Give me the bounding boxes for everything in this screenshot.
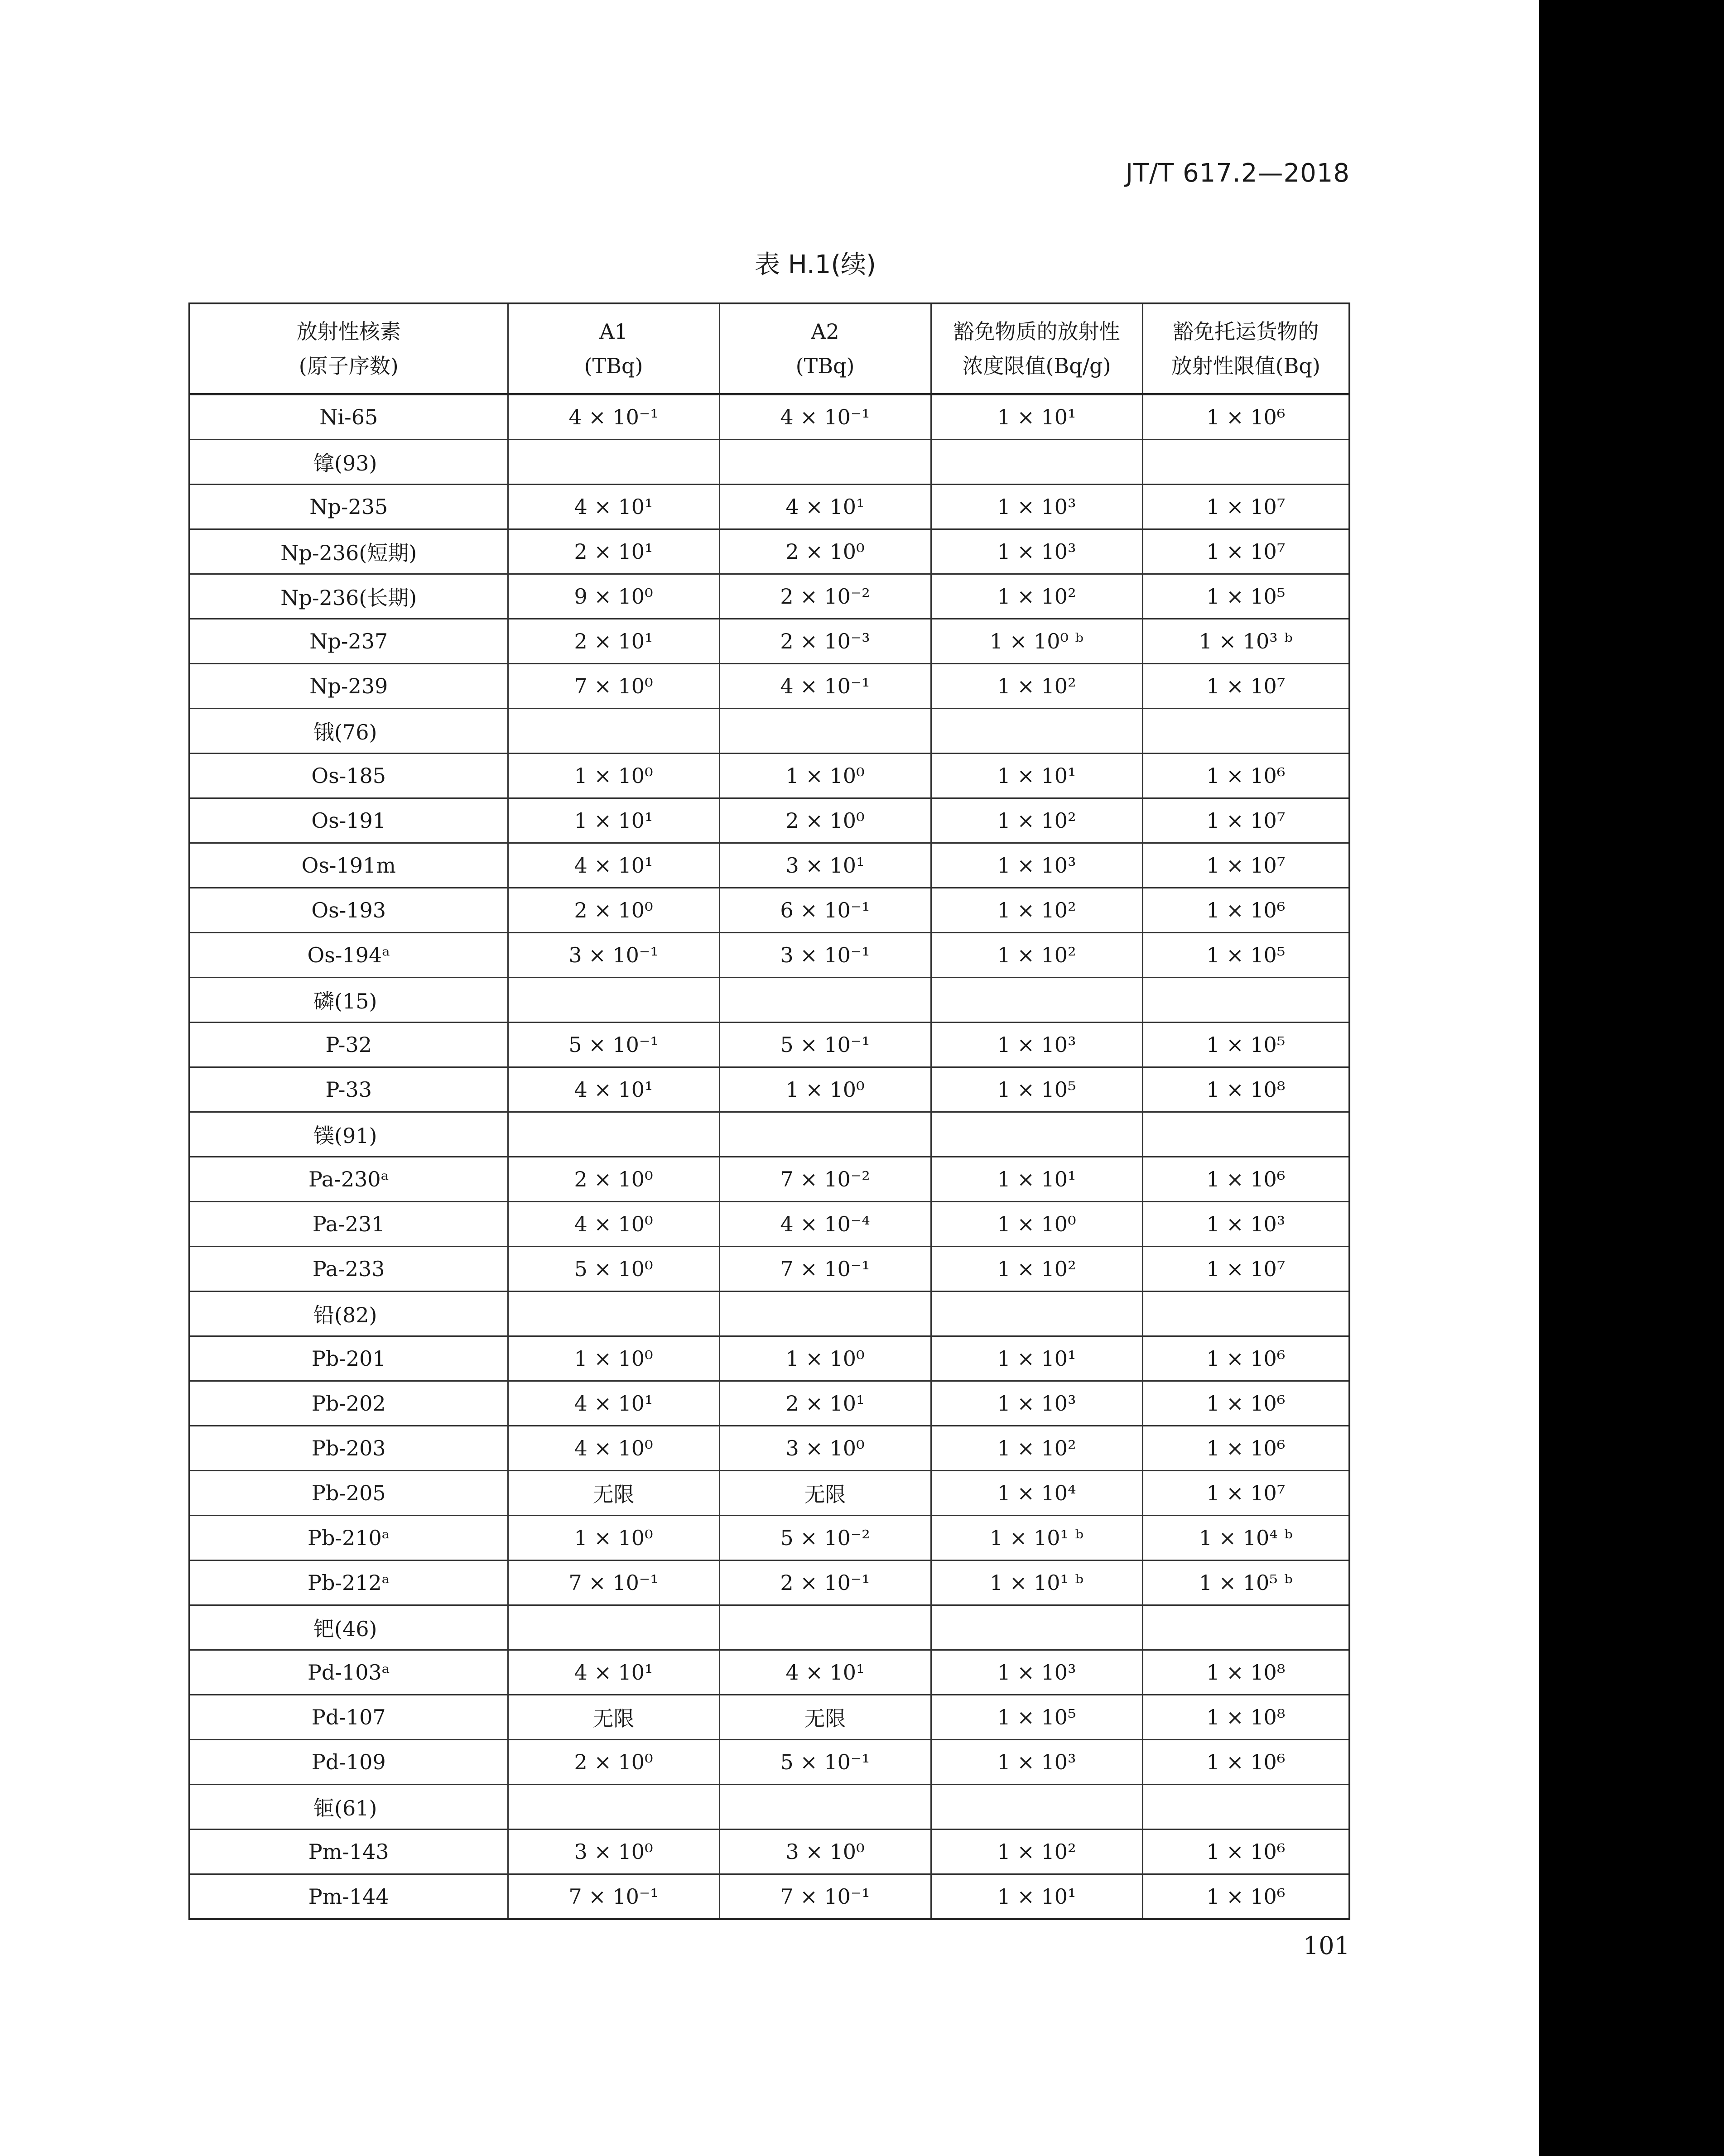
nuclide-cell: P-33 [189,1067,508,1112]
consignment-limit-cell: 1 × 10³ ᵇ [1142,619,1349,664]
nuclide-cell: Pb-203 [189,1426,508,1471]
a1-cell: 5 × 10⁰ [508,1247,719,1292]
consignment-limit-cell: 1 × 10⁶ [1142,888,1349,933]
page-number: 101 [1303,1931,1350,1960]
concentration-limit-cell: 1 × 10⁰ ᵇ [931,619,1142,664]
nuclide-cell: Pa-230ᵃ [189,1157,508,1202]
nuclide-cell: Os-194ᵃ [189,933,508,978]
consignment-limit-cell: 1 × 10⁶ [1142,1336,1349,1381]
a2-cell: 5 × 10⁻¹ [719,1740,931,1785]
a2-cell: 5 × 10⁻¹ [719,1023,931,1067]
consignment-limit-cell: 1 × 10⁵ [1142,933,1349,978]
element-group-cell: 钯(46) [189,1605,508,1650]
consignment-limit-cell: 1 × 10⁶ [1142,394,1349,440]
concentration-limit-cell: 1 × 10¹ [931,1157,1142,1202]
group-row [189,978,1349,1023]
group-row [189,709,1349,754]
a2-cell: 1 × 10⁰ [719,754,931,798]
a2-cell: 无限 [719,1695,931,1740]
nuclide-cell: Np-237 [189,619,508,664]
a1-cell: 2 × 10¹ [508,619,719,664]
a2-cell: 3 × 10⁰ [719,1829,931,1874]
a1-cell: 9 × 10⁰ [508,574,719,619]
a1-cell: 3 × 10⁻¹ [508,933,719,978]
nuclide-cell: Os-191 [189,798,508,843]
consignment-limit-cell: 1 × 10⁸ [1142,1067,1349,1112]
empty-cell [931,1605,1142,1650]
consignment-limit-cell: 1 × 10⁷ [1142,529,1349,574]
concentration-limit-cell: 1 × 10⁰ [931,1202,1142,1247]
group-row [189,1605,1349,1650]
consignment-limit-cell: 1 × 10³ [1142,1202,1349,1247]
a2-cell: 2 × 10⁰ [719,798,931,843]
a1-cell: 2 × 10⁰ [508,1740,719,1785]
column-header-exempt-consignment [1142,303,1349,394]
consignment-limit-cell: 1 × 10⁵ [1142,574,1349,619]
nuclide-cell: Pa-233 [189,1247,508,1292]
a1-cell: 4 × 10¹ [508,1650,719,1695]
table-row [189,1695,1349,1740]
nuclide-cell: Np-236(短期) [189,529,508,574]
concentration-limit-cell: 1 × 10³ [931,485,1142,529]
empty-cell [931,1292,1142,1336]
a2-cell: 4 × 10¹ [719,485,931,529]
a2-cell: 4 × 10¹ [719,1650,931,1695]
nuclide-cell: Os-185 [189,754,508,798]
empty-cell [719,440,931,485]
empty-cell [719,1785,931,1829]
column-header-line: 浓度限值(Bq/g) [962,354,1111,378]
consignment-limit-cell: 1 × 10⁷ [1142,798,1349,843]
table-row [189,843,1349,888]
empty-cell [1142,440,1349,485]
a1-cell: 4 × 10⁻¹ [508,394,719,440]
a1-cell: 4 × 10¹ [508,1067,719,1112]
element-group-cell: 镎(93) [189,440,508,485]
empty-cell [1142,1785,1349,1829]
concentration-limit-cell: 1 × 10³ [931,1381,1142,1426]
a2-cell: 1 × 10⁰ [719,1067,931,1112]
concentration-limit-cell: 1 × 10¹ ᵇ [931,1516,1142,1561]
element-group-cell: 钷(61) [189,1785,508,1829]
column-header-exempt-concentration [931,303,1142,394]
table-row [189,574,1349,619]
group-row [189,1292,1349,1336]
empty-cell [1142,1605,1349,1650]
table-row [189,1874,1349,1920]
empty-cell [931,978,1142,1023]
concentration-limit-cell: 1 × 10³ [931,843,1142,888]
group-row [189,440,1349,485]
table-row [189,1561,1349,1605]
a1-cell: 1 × 10⁰ [508,754,719,798]
concentration-limit-cell: 1 × 10² [931,574,1142,619]
nuclide-cell: Os-193 [189,888,508,933]
table-row [189,1247,1349,1292]
nuclide-cell: P-32 [189,1023,508,1067]
nuclide-cell: Pm-143 [189,1829,508,1874]
a2-cell: 1 × 10⁰ [719,1336,931,1381]
concentration-limit-cell: 1 × 10³ [931,1650,1142,1695]
consignment-limit-cell: 1 × 10⁷ [1142,1471,1349,1516]
table-row [189,1650,1349,1695]
table-row [189,1740,1349,1785]
table-row [189,798,1349,843]
concentration-limit-cell: 1 × 10⁵ [931,1067,1142,1112]
header-row [189,303,1349,394]
column-header-line: 豁免托运货物的 [1173,319,1319,344]
table-row [189,485,1349,529]
table-row [189,1336,1349,1381]
concentration-limit-cell: 1 × 10³ [931,529,1142,574]
a1-cell: 4 × 10⁰ [508,1426,719,1471]
nuclide-cell: Pb-202 [189,1381,508,1426]
a2-cell: 4 × 10⁻¹ [719,394,931,440]
table-row [189,888,1349,933]
concentration-limit-cell: 1 × 10² [931,933,1142,978]
empty-cell [931,440,1142,485]
consignment-limit-cell: 1 × 10⁷ [1142,843,1349,888]
a2-cell: 无限 [719,1471,931,1516]
nuclide-cell: Pb-201 [189,1336,508,1381]
nuclide-cell: Pd-107 [189,1695,508,1740]
a2-cell: 5 × 10⁻² [719,1516,931,1561]
a1-cell: 7 × 10⁻¹ [508,1874,719,1920]
a2-cell: 2 × 10⁰ [719,529,931,574]
a1-cell: 1 × 10⁰ [508,1336,719,1381]
consignment-limit-cell: 1 × 10⁵ ᵇ [1142,1561,1349,1605]
a1-cell: 2 × 10⁰ [508,888,719,933]
nuclide-cell: Ni-65 [189,394,508,440]
a1-cell: 7 × 10⁰ [508,664,719,709]
a1-cell: 1 × 10¹ [508,798,719,843]
a1-cell: 4 × 10¹ [508,843,719,888]
table-row [189,1426,1349,1471]
nuclide-cell: Os-191m [189,843,508,888]
empty-cell [508,1785,719,1829]
table-row [189,1067,1349,1112]
concentration-limit-cell: 1 × 10¹ [931,394,1142,440]
table-row [189,529,1349,574]
document-code: JT/T 617.2—2018 [1125,158,1350,188]
empty-cell [508,1112,719,1157]
a1-cell: 7 × 10⁻¹ [508,1561,719,1605]
a2-cell: 2 × 10⁻³ [719,619,931,664]
a2-cell: 6 × 10⁻¹ [719,888,931,933]
nuclide-cell: Np-239 [189,664,508,709]
table-row [189,1023,1349,1067]
consignment-limit-cell: 1 × 10⁶ [1142,1740,1349,1785]
empty-cell [508,1605,719,1650]
empty-cell [719,978,931,1023]
consignment-limit-cell: 1 × 10⁷ [1142,485,1349,529]
nuclide-cell: Pb-205 [189,1471,508,1516]
empty-cell [508,709,719,754]
column-header-line: (TBq) [795,354,855,378]
consignment-limit-cell: 1 × 10⁷ [1142,1247,1349,1292]
concentration-limit-cell: 1 × 10² [931,1247,1142,1292]
empty-cell [719,1292,931,1336]
nuclide-cell: Pd-109 [189,1740,508,1785]
nuclide-cell: Pa-231 [189,1202,508,1247]
table-row [189,664,1349,709]
nuclide-cell: Pm-144 [189,1874,508,1920]
nuclide-cell: Np-235 [189,485,508,529]
concentration-limit-cell: 1 × 10¹ [931,754,1142,798]
a2-cell: 7 × 10⁻¹ [719,1874,931,1920]
a1-cell: 4 × 10¹ [508,1381,719,1426]
a2-cell: 2 × 10¹ [719,1381,931,1426]
concentration-limit-cell: 1 × 10² [931,888,1142,933]
concentration-limit-cell: 1 × 10² [931,664,1142,709]
a2-cell: 3 × 10⁰ [719,1426,931,1471]
column-header-line: A1 [599,319,628,344]
consignment-limit-cell: 1 × 10⁴ ᵇ [1142,1516,1349,1561]
table-row [189,754,1349,798]
column-header-a2 [719,303,931,394]
concentration-limit-cell: 1 × 10³ [931,1740,1142,1785]
table-row [189,1471,1349,1516]
empty-cell [719,709,931,754]
concentration-limit-cell: 1 × 10² [931,798,1142,843]
empty-cell [508,1292,719,1336]
element-group-cell: 锇(76) [189,709,508,754]
column-header-line: A2 [811,319,839,344]
empty-cell [1142,1112,1349,1157]
empty-cell [931,1112,1142,1157]
empty-cell [508,440,719,485]
column-header-line: (原子序数) [299,354,399,378]
empty-cell [719,1112,931,1157]
concentration-limit-cell: 1 × 10² [931,1426,1142,1471]
a1-cell: 3 × 10⁰ [508,1829,719,1874]
group-row [189,1785,1349,1829]
a2-cell: 4 × 10⁻⁴ [719,1202,931,1247]
consignment-limit-cell: 1 × 10⁶ [1142,1874,1349,1920]
consignment-limit-cell: 1 × 10⁵ [1142,1023,1349,1067]
empty-cell [508,978,719,1023]
table-body [189,394,1349,1920]
a1-cell: 2 × 10⁰ [508,1157,719,1202]
consignment-limit-cell: 1 × 10⁸ [1142,1650,1349,1695]
concentration-limit-cell: 1 × 10³ [931,1023,1142,1067]
a1-cell: 4 × 10¹ [508,485,719,529]
a1-cell: 4 × 10⁰ [508,1202,719,1247]
concentration-limit-cell: 1 × 10⁴ [931,1471,1142,1516]
table-row [189,933,1349,978]
a2-cell: 7 × 10⁻¹ [719,1247,931,1292]
table-row [189,1202,1349,1247]
a2-cell: 7 × 10⁻² [719,1157,931,1202]
empty-cell [1142,709,1349,754]
concentration-limit-cell: 1 × 10¹ [931,1336,1142,1381]
concentration-limit-cell: 1 × 10² [931,1829,1142,1874]
column-header-line: 放射性限值(Bq) [1171,354,1320,378]
consignment-limit-cell: 1 × 10⁸ [1142,1695,1349,1740]
group-row [189,1112,1349,1157]
table-row [189,1516,1349,1561]
consignment-limit-cell: 1 × 10⁶ [1142,1381,1349,1426]
element-group-cell: 镤(91) [189,1112,508,1157]
a1-cell: 1 × 10⁰ [508,1516,719,1561]
nuclide-cell: Np-236(长期) [189,574,508,619]
table-header [189,303,1349,394]
a1-cell: 5 × 10⁻¹ [508,1023,719,1067]
concentration-limit-cell: 1 × 10¹ ᵇ [931,1561,1142,1605]
column-header-line: 豁免物质的放射性 [953,319,1120,344]
table-row [189,1157,1349,1202]
a2-cell: 3 × 10¹ [719,843,931,888]
column-header-line: 放射性核素 [296,319,401,344]
consignment-limit-cell: 1 × 10⁶ [1142,1829,1349,1874]
empty-cell [719,1605,931,1650]
consignment-limit-cell: 1 × 10⁷ [1142,664,1349,709]
table-row [189,1829,1349,1874]
a2-cell: 2 × 10⁻² [719,574,931,619]
table-title: 表 H.1(续) [754,250,876,279]
nuclide-cell: Pd-103ᵃ [189,1650,508,1695]
empty-cell [1142,978,1349,1023]
element-group-cell: 磷(15) [189,978,508,1023]
empty-cell [931,1785,1142,1829]
empty-cell [1142,1292,1349,1336]
nuclide-cell: Pb-210ᵃ [189,1516,508,1561]
nuclide-cell: Pb-212ᵃ [189,1561,508,1605]
a1-cell: 2 × 10¹ [508,529,719,574]
element-group-cell: 铅(82) [189,1292,508,1336]
column-header-a1 [508,303,719,394]
table-row [189,619,1349,664]
consignment-limit-cell: 1 × 10⁶ [1142,1426,1349,1471]
nuclide-table [188,303,1350,1920]
column-header-line: (TBq) [584,354,643,378]
a2-cell: 3 × 10⁻¹ [719,933,931,978]
concentration-limit-cell: 1 × 10¹ [931,1874,1142,1920]
column-header-nuclide [189,303,508,394]
concentration-limit-cell: 1 × 10⁵ [931,1695,1142,1740]
empty-cell [931,709,1142,754]
a1-cell: 无限 [508,1471,719,1516]
a1-cell: 无限 [508,1695,719,1740]
table-row [189,1381,1349,1426]
consignment-limit-cell: 1 × 10⁶ [1142,1157,1349,1202]
table-row [189,394,1349,440]
consignment-limit-cell: 1 × 10⁶ [1142,754,1349,798]
right-black-margin [1539,0,1724,2156]
a2-cell: 2 × 10⁻¹ [719,1561,931,1605]
a2-cell: 4 × 10⁻¹ [719,664,931,709]
